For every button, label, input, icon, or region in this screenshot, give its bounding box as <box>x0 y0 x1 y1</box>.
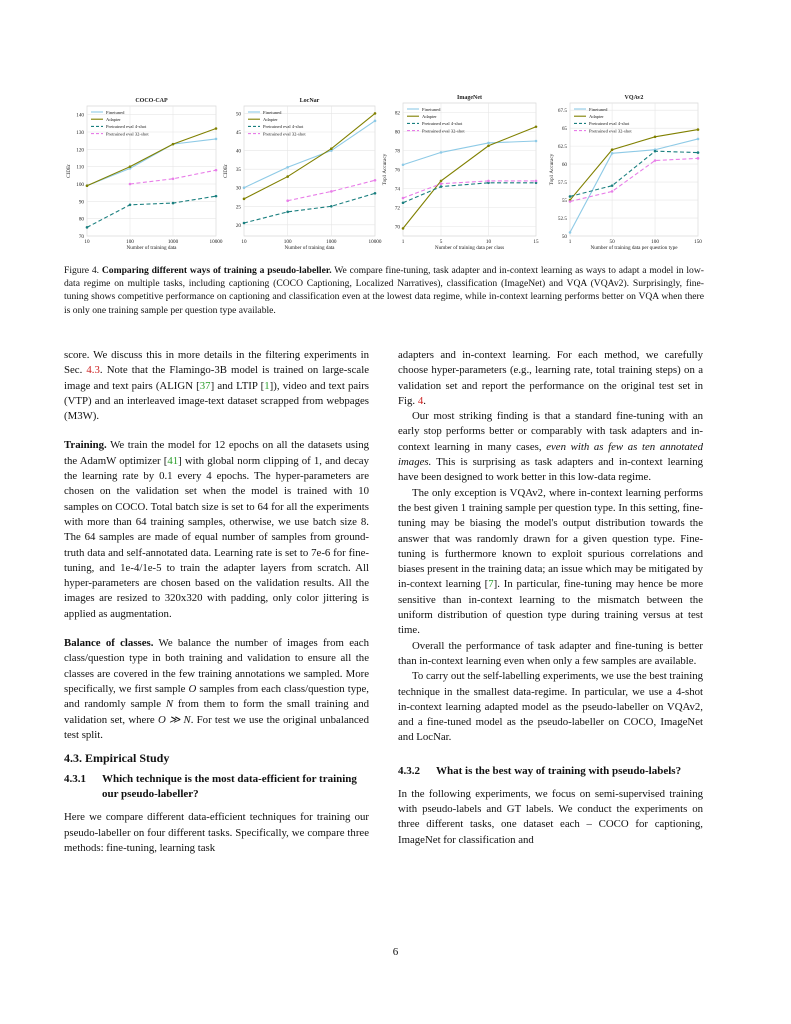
right-column <box>398 348 703 848</box>
paragraph-pseudo-labels: In the following experiments, we focus on semi-supervised training with pseudo-labels and GT labels. We conduct the experiments on three different tasks, one dataset each – COCO for captioning, ImageNet for classification and <box>398 787 703 846</box>
ref-fig-4[interactable]: 4 <box>417 394 424 407</box>
locnar-point-pretrained-eval-32-shot <box>330 190 333 193</box>
vqav2-point-pretrained-eval-32-shot <box>654 159 657 162</box>
coco-cap-ytick: 110 <box>76 164 84 171</box>
vqav2-point-adapter <box>611 148 614 151</box>
figure-caption <box>64 264 704 317</box>
caption-label: Figure 4. <box>64 265 100 276</box>
coco-cap-ytick: 80 <box>78 216 84 223</box>
imagenet-xtick: 15 <box>533 239 539 245</box>
coco-cap-point-adapter <box>129 165 132 168</box>
coco-cap-point-pretrained-eval-32-shot <box>129 183 132 186</box>
vqav2-ytick: 62.5 <box>557 144 567 151</box>
imagenet-point-adapter <box>440 180 443 183</box>
vqav2-ytick: 60 <box>561 162 567 169</box>
vqav2-ytick: 67.5 <box>557 108 567 115</box>
locnar-legend-label-pretrained-eval-4-shot: Pretrained eval 4-shot <box>263 124 304 130</box>
coco-cap-ylabel: CIDEr <box>66 164 72 178</box>
coco-cap-point-pretrained-eval-32-shot <box>215 169 218 172</box>
coco-cap-xtick: 1000 <box>167 239 179 245</box>
vqav2-point-adapter <box>654 135 657 138</box>
vqav2-ytick: 57.5 <box>557 180 567 187</box>
paragraph-training: Training. We train the model for 12 epochs on all the datasets using the AdamW optimizer [41] with global norm clipping of 1, and decay the learning rate by 0.1 every 4 epochs. The hyper-parameters are chosen on the validation set when the model is trained with 10 samples on COCO. Total batch size is set to 64 for all the experiments with more than 64 training samples, otherwise, we use batch size 8. The 64 samples are made of equal number of samples from ground-truth data and self-annotated data. Learning rate is set to 7e-6 for fine-tuning, and 1e-4/1e-5 to train the adapter layers from scratch. All hyper-parameters are chosen based on the validation results. All the images are resized to 320x320 with padding, only color jittering is applied as augmentation. <box>64 439 369 620</box>
coco-cap-xtick: 100 <box>126 239 134 245</box>
imagenet-point-finetuned <box>487 142 490 145</box>
coco-cap-legend-label-pretrained-eval-32-shot: Pretrained eval 32-shot <box>106 131 149 137</box>
imagenet-legend-label-finetuned: Finetuned <box>422 106 441 112</box>
coco-cap-title: COCO-CAP <box>135 98 168 104</box>
vqav2-ytick: 52.5 <box>557 216 567 223</box>
locnar-xtick: 1000 <box>326 239 337 245</box>
ref-sec-4-3[interactable]: 4.3 <box>86 364 100 377</box>
vqav2-title: VQAv2 <box>624 95 644 101</box>
imagenet-ytick: 76 <box>394 167 400 174</box>
coco-cap-ytick: 140 <box>76 112 84 119</box>
vqav2-point-pretrained-eval-4-shot <box>611 184 614 187</box>
locnar-point-pretrained-eval-4-shot <box>330 205 333 208</box>
imagenet-legend-label-pretrained-eval-4-shot: Pretrained eval 4-shot <box>422 121 463 127</box>
paragraph-exception: The only exception is VQAv2, where in-context learning performs the best given 1 training sample per question type. In this setting, fine-tuning may be biasing the model's output distribution towards the answer that was randomly drawn for a given question type. Fine-tuning is furthermore known to exploit spurious correlations and biases present in the training data; an issue which may be mitigated by in-context learning [7]. In particular, fine-tuning may hence be more sensitive than in-context learning to the mismatch between the uniform distribution of question type during training versus at test time. <box>398 486 703 637</box>
paragraph-compare: Here we compare different data-efficient techniques for training our pseudo-labeller on four different tasks. Specifically, we compare three methods: fine-tuning, learning task <box>64 811 369 855</box>
locnar-ytick: 45 <box>235 130 241 136</box>
vqav2-point-pretrained-eval-32-shot <box>697 157 700 160</box>
left-column <box>64 348 369 856</box>
locnar-xtick: 10 <box>241 239 247 245</box>
imagenet-ytick: 78 <box>394 148 400 155</box>
coco-cap-legend-label-finetuned: Finetuned <box>106 109 125 115</box>
imagenet-ytick: 82 <box>394 110 400 117</box>
imagenet-point-finetuned <box>535 140 538 143</box>
vqav2-xtick: 1 <box>568 239 572 245</box>
vqav2-point-pretrained-eval-4-shot <box>697 151 700 154</box>
locnar-point-finetuned <box>374 120 377 123</box>
locnar-point-pretrained-eval-32-shot <box>286 199 289 202</box>
locnar-title: LocNar <box>299 98 320 104</box>
locnar-legend-label-finetuned: Finetuned <box>263 109 282 115</box>
imagenet-legend-label-pretrained-eval-32-shot: Pretrained eval 32-shot <box>422 128 465 134</box>
imagenet-point-adapter <box>535 125 538 128</box>
coco-cap-xtick: 10 <box>84 239 90 245</box>
vqav2-xlabel: Number of training data per question type <box>590 245 678 251</box>
coco-cap-ytick: 130 <box>76 130 84 136</box>
vqav2-ytick: 55 <box>561 198 567 205</box>
imagenet-point-pretrained-eval-32-shot <box>402 197 405 200</box>
coco-cap-ytick: 120 <box>76 147 84 154</box>
vqav2-ytick: 50 <box>561 234 567 240</box>
vqav2-ytick: 65 <box>561 126 567 133</box>
ref-41[interactable]: 41 <box>167 454 179 467</box>
subsection-heading-4-3-1: 4.3.1 Which technique is the most data-efficient for training our pseudo-labeller? <box>64 773 357 801</box>
paragraph-balance: Balance of classes. We balance the number of images from each class/question type in both training and validation to ensure all the classes are covered in the few training annotations we sampled. More specifically, we first sample O samples from each class/question type, and randomly sample N from them to form the small training and validation set, where O ≫ N. For test we use the original unbalanced test split. <box>64 637 370 741</box>
locnar-ytick: 40 <box>235 148 241 155</box>
coco-cap-point-pretrained-eval-4-shot <box>86 226 89 229</box>
section-heading-4-3: 4.3. Empirical Study <box>64 751 170 766</box>
imagenet-ytick: 72 <box>394 205 400 212</box>
imagenet-xtick: 5 <box>439 239 443 245</box>
imagenet-point-pretrained-eval-32-shot <box>440 182 443 185</box>
vqav2-legend-label-pretrained-eval-4-shot: Pretrained eval 4-shot <box>589 121 630 127</box>
imagenet-ytick: 70 <box>394 224 400 231</box>
coco-cap-point-pretrained-eval-4-shot <box>172 202 175 205</box>
figure-4-charts <box>0 0 791 262</box>
locnar-ytick: 20 <box>235 222 241 229</box>
imagenet-ylabel: Top1 Accuracy <box>382 153 388 186</box>
locnar-ylabel: CIDEr <box>223 164 229 178</box>
coco-cap-point-finetuned <box>215 138 218 141</box>
paragraph-overall: Overall the performance of task adapter and fine-tuning is better than in-context learning even when only a few samples are available. <box>398 639 703 667</box>
figure-4 <box>0 0 791 262</box>
vqav2-xtick: 50 <box>609 239 615 245</box>
paragraph-methods: adapters and in-context learning. For each method, we carefully choose hyper-parameters (e.g., learning rate, total training steps) on a validation set and report the performance on the original test set in Fig. 4. <box>398 349 703 407</box>
coco-cap-point-pretrained-eval-4-shot <box>129 204 132 207</box>
coco-cap-point-adapter <box>215 127 218 130</box>
imagenet-point-pretrained-eval-32-shot <box>535 180 538 183</box>
subsection-heading-4-3-2: 4.3.2 What is the best way of training with pseudo-labels? <box>398 764 682 777</box>
locnar-point-pretrained-eval-4-shot <box>286 211 289 214</box>
locnar-xtick: 10000 <box>368 239 382 245</box>
imagenet-legend-label-adapter: Adapter <box>422 114 437 119</box>
paragraph-self-labelling: To carry out the self-labelling experiments, we use the best training technique in the smallest data-regime. In particular, we use a 4-shot in-context learning adapted model as the pseudo-labeller on VQAv2, and a fine-tuned model as the pseudo-labeller on COCO, ImageNet and LocNar. <box>398 670 703 744</box>
vqav2-point-pretrained-eval-32-shot <box>569 200 572 203</box>
imagenet-xtick: 1 <box>401 239 405 245</box>
locnar-ytick: 50 <box>235 111 241 118</box>
locnar-point-finetuned <box>243 186 246 189</box>
imagenet-xtick: 10 <box>485 239 492 245</box>
vqav2-legend-label-finetuned: Finetuned <box>589 106 608 112</box>
imagenet-xlabel: Number of training data per class <box>434 245 505 251</box>
ref-7[interactable]: 7 <box>488 578 494 591</box>
coco-cap-legend-label-adapter: Adapter <box>106 117 121 122</box>
locnar-legend-label-pretrained-eval-32-shot: Pretrained eval 32-shot <box>263 131 306 137</box>
ref-37[interactable]: 37 <box>199 379 211 392</box>
page-number: 6 <box>392 946 399 958</box>
vqav2-point-pretrained-eval-32-shot <box>611 190 614 193</box>
balance-heading: Balance of classes. <box>64 637 154 650</box>
locnar-ytick: 25 <box>235 204 241 211</box>
coco-cap-ytick: 100 <box>76 182 84 188</box>
locnar-point-adapter <box>374 112 377 115</box>
caption-text: We compare fine-tuning, task adapter and in-context learning as ways to adapt a model in low-data regime on multiple tasks, including captioning (COCO Captioning, Localized Narratives), classification (ImageNet) and VQA (VQAv2). Surprisingly, fine-tuning shows competitive performance on captioning and classification even at the lowest data regime, while in-context learning performs better on VQA when there is only one training sample per question type available. <box>64 265 704 316</box>
locnar-xtick: 100 <box>283 239 292 245</box>
vqav2-point-finetuned <box>697 138 700 141</box>
vqav2-point-pretrained-eval-4-shot <box>654 150 657 153</box>
paragraph-finding: Our most striking finding is that a standard fine-tuning with an early stop performs better or comparably with task adapters and in-context learning in many cases, even with as few as ten annotated images. This is surprising as task adapters and in-context learning have been designed to work better in this low-data regime. <box>398 410 703 484</box>
vqav2-point-finetuned <box>611 152 614 155</box>
vqav2-point-adapter <box>697 128 700 131</box>
coco-cap-xtick: 10000 <box>209 239 223 245</box>
vqav2-xtick: 100 <box>651 239 659 245</box>
locnar-point-pretrained-eval-4-shot <box>374 192 377 195</box>
training-heading: Training. <box>64 439 107 452</box>
imagenet-ytick: 80 <box>394 129 400 136</box>
coco-cap-point-pretrained-eval-32-shot <box>172 178 175 181</box>
locnar-point-pretrained-eval-32-shot <box>374 179 377 182</box>
coco-cap-legend-label-pretrained-eval-4-shot: Pretrained eval 4-shot <box>106 124 147 130</box>
locnar-xlabel: Number of training data <box>284 245 335 251</box>
imagenet-point-pretrained-eval-4-shot <box>402 201 405 204</box>
vqav2-legend-label-pretrained-eval-32-shot: Pretrained eval 32-shot <box>589 128 632 134</box>
coco-cap-ytick: 90 <box>78 199 84 206</box>
paragraph-intro: score. We discuss this in more details in the filtering experiments in Sec. 4.3. Note that the Flamingo-3B model is trained on large-scale image and text pairs (ALIGN [37] and LTIP [1]), video and text pairs (VTP) and an interleaved image-text dataset scrapped from webpages (M3W). <box>64 349 369 423</box>
locnar-legend-label-adapter: Adapter <box>263 117 278 122</box>
imagenet-point-adapter <box>487 144 490 147</box>
coco-cap-xlabel: Number of training data <box>126 245 177 251</box>
locnar-point-adapter <box>243 198 246 201</box>
imagenet-point-finetuned <box>402 163 405 166</box>
imagenet-point-finetuned <box>440 151 443 154</box>
caption-bold: Comparing different ways of training a pseudo-labeller. <box>101 265 332 276</box>
locnar-point-pretrained-eval-4-shot <box>243 222 246 225</box>
imagenet-point-pretrained-eval-4-shot <box>440 185 443 188</box>
locnar-ytick: 30 <box>235 185 241 192</box>
imagenet-ytick: 74 <box>394 186 400 193</box>
vqav2-xtick: 150 <box>694 239 702 245</box>
locnar-point-adapter <box>330 147 333 150</box>
vqav2-legend-label-adapter: Adapter <box>589 114 604 119</box>
vqav2-ylabel: Top1 Accuracy <box>549 153 555 186</box>
vqav2-point-pretrained-eval-4-shot <box>569 195 572 198</box>
vqav2-point-finetuned <box>569 231 572 234</box>
imagenet-title: ImageNet <box>457 95 482 101</box>
coco-cap-point-adapter <box>172 143 175 146</box>
imagenet-point-pretrained-eval-32-shot <box>487 180 490 183</box>
locnar-point-adapter <box>286 175 289 178</box>
imagenet-point-adapter <box>402 227 405 230</box>
coco-cap-ytick: 70 <box>78 234 84 240</box>
coco-cap-point-adapter <box>86 184 89 187</box>
locnar-point-finetuned <box>286 166 289 169</box>
ref-1[interactable]: 1 <box>264 379 270 392</box>
coco-cap-point-pretrained-eval-4-shot <box>215 195 218 198</box>
locnar-ytick: 35 <box>235 167 241 174</box>
